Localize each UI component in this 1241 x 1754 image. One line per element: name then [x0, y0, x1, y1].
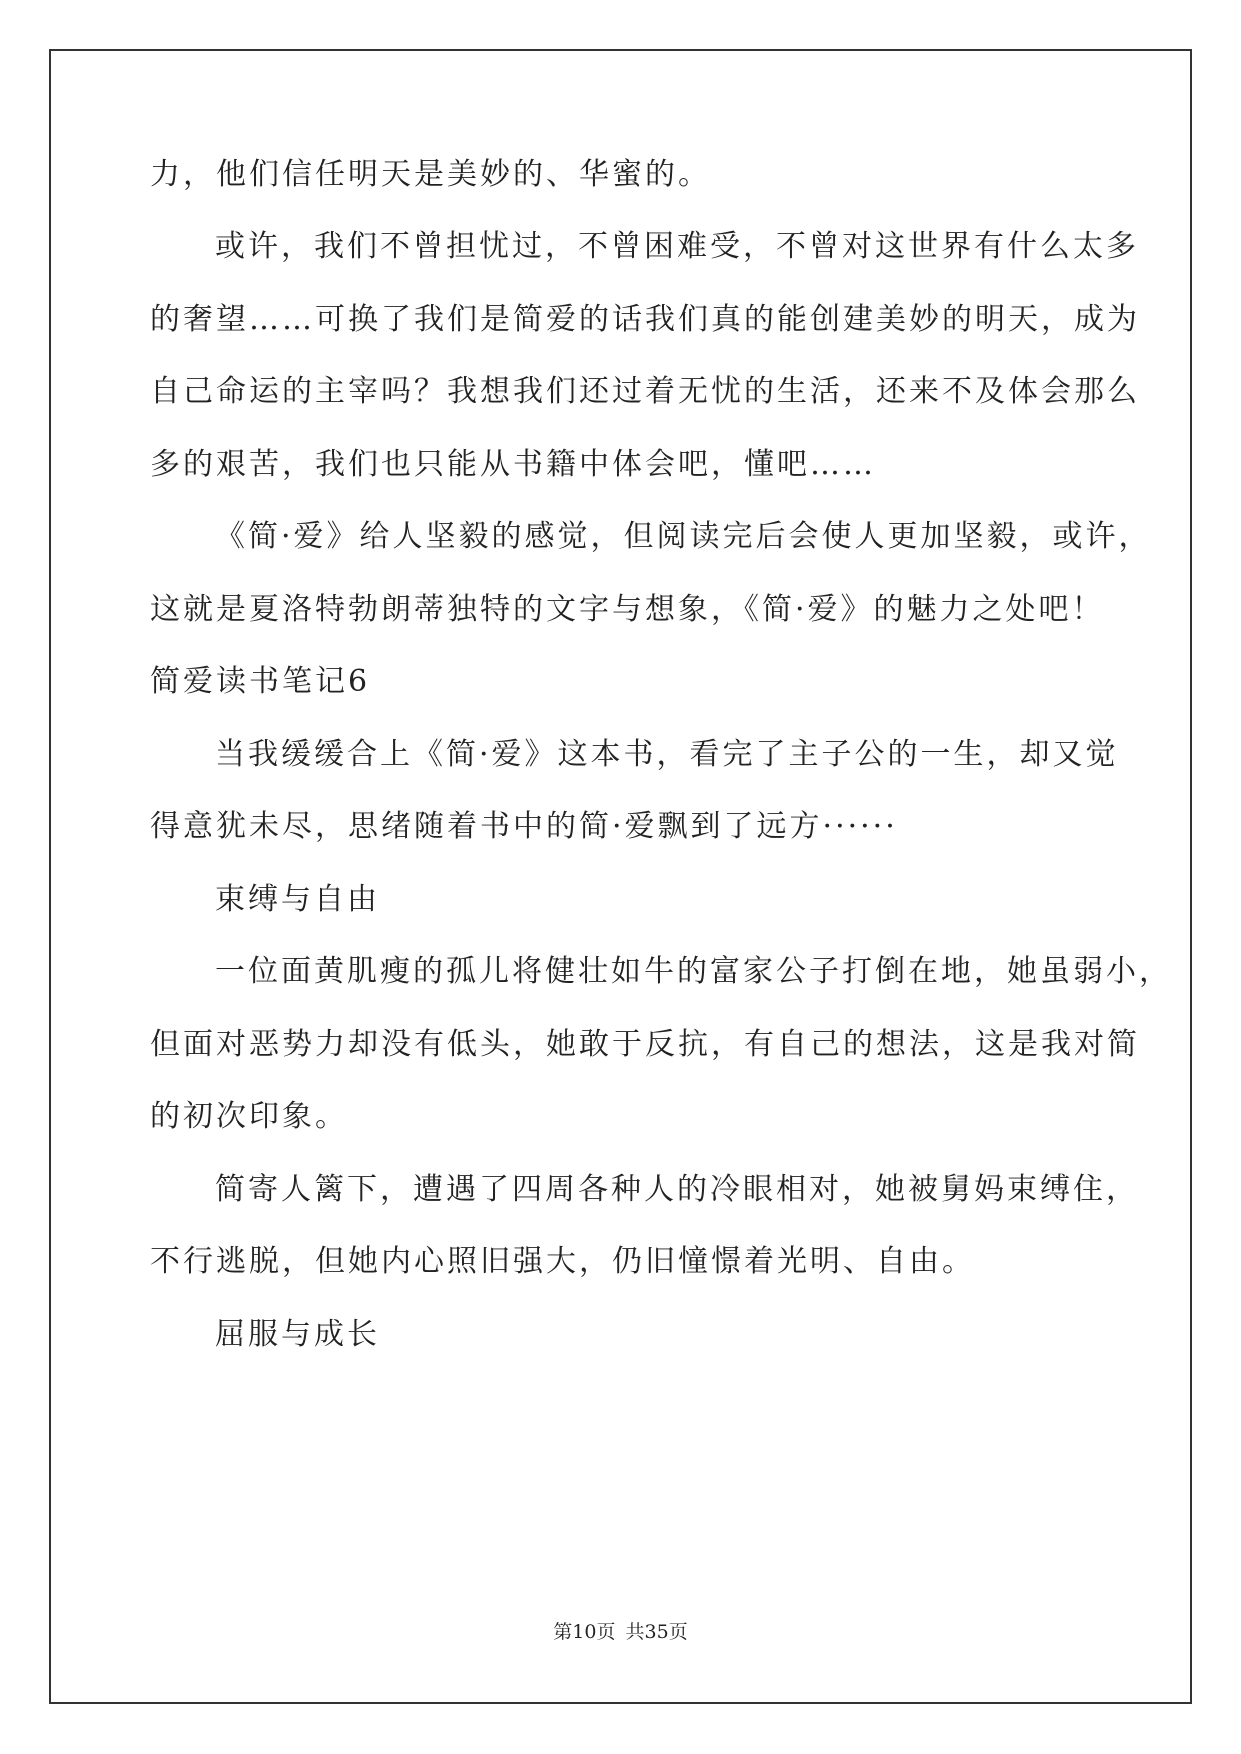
- text-line: 的初次印象。: [150, 1099, 348, 1134]
- paragraph-first-line: 当我缓缓合上《简·爱》这本书，看完了主子公的一生，却又觉: [215, 737, 1119, 772]
- text-line: 力，他们信任明天是美妙的、华蜜的。: [150, 157, 711, 192]
- total-pages: 共35页: [625, 1621, 688, 1643]
- paragraph-first-line: 《简·爱》给人坚毅的感觉，但阅读完后会使人更加坚毅，或许，: [215, 519, 1152, 554]
- text-line: 不行逃脱，但她内心照旧强大，仍旧憧憬着光明、自由。: [150, 1244, 975, 1279]
- text-line: 但面对恶势力却没有低头，她敢于反抗，有自己的想法，这是我对简: [150, 1027, 1140, 1062]
- text-line: 的奢望……可换了我们是简爱的话我们真的能创建美妙的明天，成为: [150, 302, 1140, 337]
- text-line: 这就是夏洛特勃朗蒂独特的文字与想象，《简·爱》的魅力之处吧！: [150, 592, 1105, 627]
- text-line: 自己命运的主宰吗？我想我们还过着无忧的生活，还来不及体会那么: [150, 374, 1140, 409]
- paragraph-first-line: 或许，我们不曾担忧过，不曾困难受，不曾对这世界有什么太多: [215, 229, 1139, 264]
- text-line: 得意犹未尽，思绪随着书中的简·爱飘到了远方······: [150, 809, 898, 844]
- page-footer: [0, 1620, 1241, 1644]
- text-line: 多的艰苦，我们也只能从书籍中体会吧，懂吧……: [150, 447, 876, 482]
- section-heading: 简爱读书笔记6: [150, 664, 371, 699]
- paragraph-first-line: 一位面黄肌瘦的孤儿将健壮如牛的富家公子打倒在地，她虽弱小，: [215, 954, 1172, 989]
- page-border: [49, 49, 1192, 1704]
- page-number: 第10页: [553, 1621, 616, 1643]
- subheading: 束缚与自由: [215, 882, 380, 917]
- subheading: 屈服与成长: [215, 1317, 380, 1352]
- paragraph-first-line: 简寄人篱下，遭遇了四周各种人的冷眼相对，她被舅妈束缚住，: [215, 1172, 1139, 1207]
